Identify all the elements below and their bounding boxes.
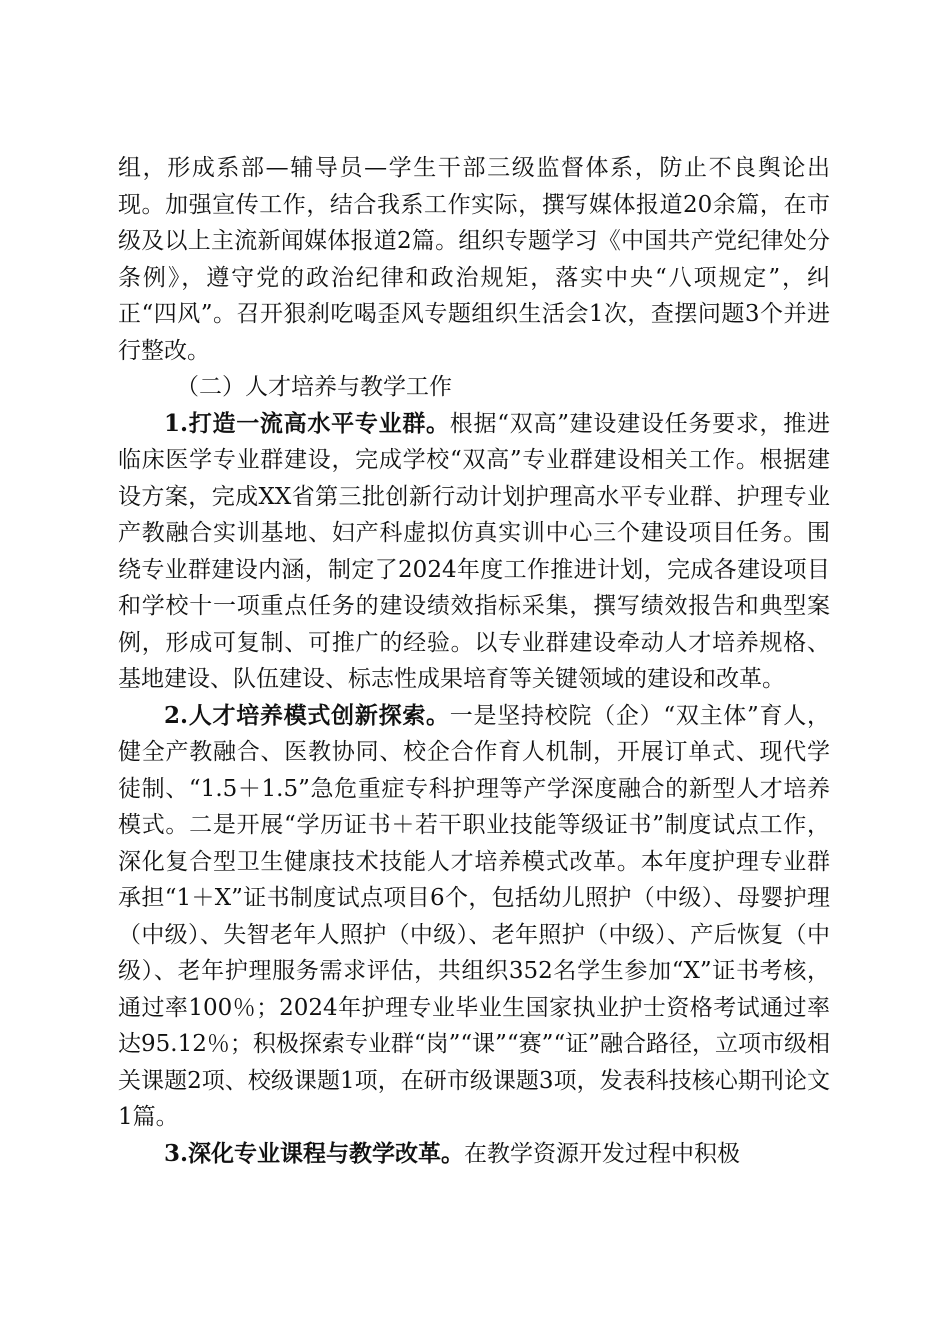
- section-heading-talent-training: [118, 369, 830, 406]
- paragraph-lead-title: 3.深化专业课程与教学改革。: [164, 1139, 465, 1167]
- section-heading-text: （二）人才培养与教学工作: [176, 374, 452, 400]
- paragraph-lead-title: 2.人才培养模式创新探索。: [164, 701, 450, 729]
- paragraph-text: 组，形成系部—辅导员—学生干部三级监督体系，防止不良舆论出现。加强宣传工作，结合我系工作实际，撰写媒体报道20余篇，在市级及以上主流新闻媒体报道2篇。组织专题学习《中国共产党纪律处分条例》，遵守党的政治纪律和政治规矩，落实中央“八项规定”，纠正“四风”。召开狠刹吃喝歪风专题组织生活会1次，查摆问题3个并进行整改。: [118, 155, 830, 364]
- paragraph-text: 根据“双高”建设建设任务要求，推进临床医学专业群建设，完成学校“双高”专业群建设相关工作。根据建设方案，完成XX省第三批创新行动计划护理高水平专业群、护理专业产教融合实训基地、妇产科虚拟仿真实训中心三个建设项目任务。围绕专业群建设内涵，制定了2024年度工作推进计划，完成各建设项目和学校十一项重点任务的建设绩效指标采集，撰写绩效报告和典型案例，形成可复制、可推广的经验。以专业群建设牵动人才培养规格、基地建设、队伍建设、标志性成果培育等关键领域的建设和改革。: [118, 410, 830, 692]
- paragraph-professional-group: [118, 406, 830, 698]
- paragraph-lead-title: 1.打造一流高水平专业群。: [164, 409, 450, 437]
- paragraph-curriculum-reform: [118, 1136, 830, 1173]
- paragraph-discipline-publicity: [118, 150, 830, 369]
- document-body: [118, 150, 830, 1172]
- paragraph-text: 在教学资源开发过程中积极: [464, 1140, 741, 1167]
- paragraph-text: 一是坚持校院（企）“双主体”育人，健全产教融合、医教协同、校企合作育人机制，开展订单式、现代学徒制、“1.5＋1.5”急危重症专科护理等产学深度融合的新型人才培养模式。二是开展“学历证书＋若干职业技能等级证书”制度试点工作，深化复合型卫生健康技术技能人才培养模式改革。本年度护理专业群承担“1＋X”证书制度试点项目6个，包括幼儿照护（中级）、母婴护理（中级）、失智老年人照护（中级）、老年照护（中级）、产后恢复（中级）、老年护理服务需求评估，共组织352名学生参加“X”证书考核，通过率100％；2024年护理专业毕业生国家执业护士资格考试通过率达95.12％；积极探索专业群“岗”“课”“赛”“证”融合路径，立项市级相关课题2项、校级课题1项，在研市级课题3项，发表科技核心期刊论文1篇。: [118, 702, 830, 1130]
- paragraph-training-model: [118, 698, 830, 1136]
